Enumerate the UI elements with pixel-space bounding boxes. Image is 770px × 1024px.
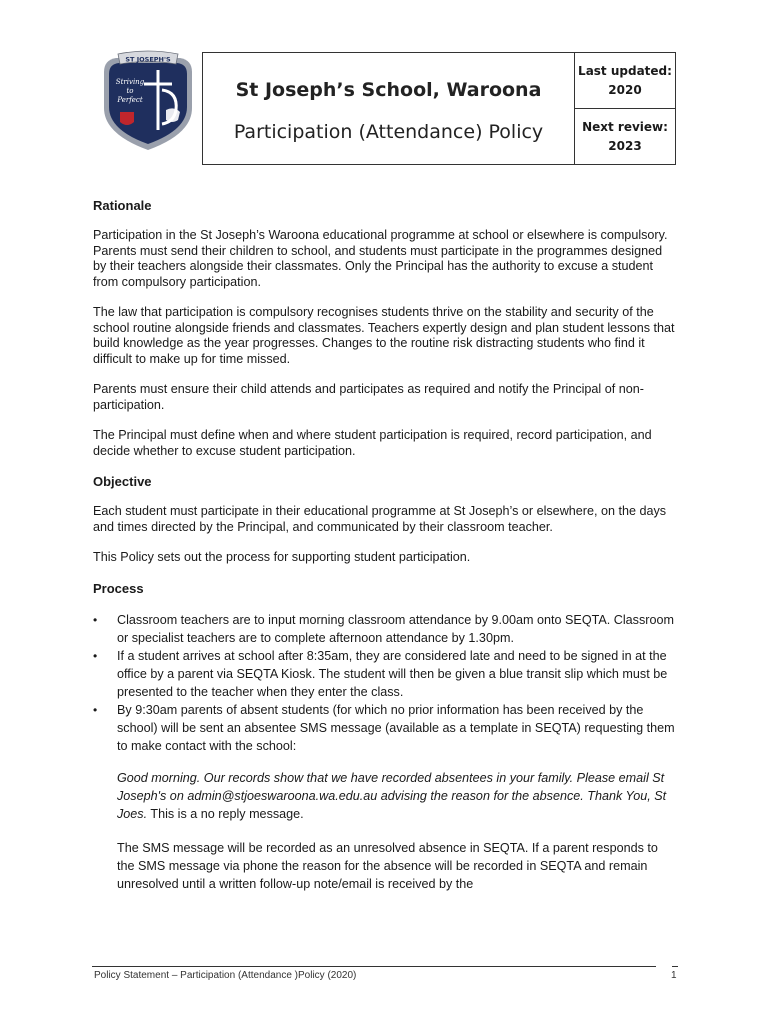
footer-text: Policy Statement – Participation (Attendance )Policy (2020) <box>94 970 357 981</box>
school-name: St Joseph’s School, Waroona <box>235 78 542 101</box>
sms-template-text: Good morning. Our records show that we have recorded absentees in your family. Please email St Joseph's on admin@stjoeswaroona.wa.edu.au advising the reason for the absence. Thank You, St Joes. <box>117 770 667 821</box>
crest-banner-text: ST JOSEPH'S <box>125 55 171 64</box>
rationale-heading: Rationale <box>93 198 152 213</box>
objective-heading: Objective <box>93 474 152 489</box>
crest-motto-line-1: Striving <box>115 78 145 86</box>
school-crest-icon <box>98 50 198 152</box>
last-updated-value: 2020 <box>608 82 642 97</box>
rationale-paragraph: The law that participation is compulsory recognises students thrive on the stability and security of the school routine alongside friends and classmates. Teachers expertly design and plan student lessons that build knowledge as the year progresses. Changes to the routine risk distracting students who find it difficult to make up for time missed. <box>93 305 675 366</box>
rationale-paragraph: Participation in the St Joseph’s Waroona educational programme at school or elsewhere is compulsory. Parents must send their children to school, and students must participate in the programmes designed by their teachers alongside their classmates. Only the Principal has the authority to excuse a student from compulsory participation. <box>93 228 668 289</box>
sms-template <box>117 769 678 823</box>
process-item-text: If a student arrives at school after 8:35am, they are considered late and need to be signed in at the office by a parent via SEQTA Kiosk. The student will then be given a blue transit slip which must be presented to the teacher when they enter the class. <box>117 648 668 699</box>
next-review-cell <box>575 108 675 164</box>
objective-paragraph: This Policy sets out the process for supporting student participation. <box>93 550 471 564</box>
bullet-icon: • <box>93 612 98 627</box>
document-header <box>202 52 676 165</box>
crest-motto-line-3: Perfect <box>117 96 143 104</box>
footer-divider-short <box>672 966 678 967</box>
bullet-icon: • <box>93 648 98 663</box>
header-meta-cells <box>575 53 675 164</box>
header-title-cell <box>203 53 575 164</box>
rationale-paragraph: Parents must ensure their child attends and participates as required and notify the Principal of non-participation. <box>93 382 644 412</box>
sms-no-reply-note: This is a no reply message. <box>147 806 304 821</box>
list-item <box>93 611 678 647</box>
sms-record-note: The SMS message will be recorded as an unresolved absence in SEQTA. If a parent responds to the SMS message via phone the reason for the absence will be recorded in SEQTA and remain unresolved until a written follow-up note/email is received by the <box>117 840 658 891</box>
page-number: 1 <box>671 970 677 981</box>
list-item <box>93 701 678 893</box>
rationale-paragraph: The Principal must define when and where student participation is required, record participation, and decide whether to excuse student participation. <box>93 428 652 458</box>
footer-divider <box>92 966 656 967</box>
next-review-label: Next review: <box>582 119 668 134</box>
next-review-value: 2023 <box>608 138 642 153</box>
process-heading: Process <box>93 580 144 596</box>
list-item <box>93 647 678 701</box>
process-list <box>93 611 678 893</box>
policy-title: Participation (Attendance) Policy <box>233 120 544 143</box>
bullet-icon: • <box>93 702 98 717</box>
last-updated-label: Last updated: <box>578 63 672 78</box>
process-item-text: Classroom teachers are to input morning classroom attendance by 9.00am onto SEQTA. Classroom or specialist teachers are to complete afternoon attendance by 1.30pm. <box>117 612 674 645</box>
objective-paragraph: Each student must participate in their educational programme at St Joseph’s or elsewhere, on the days and times directed by the Principal, and communicated by their classroom teacher. <box>93 504 667 534</box>
process-item-text: By 9:30am parents of absent students (for which no prior information has been received by the school) will be sent an absentee SMS message (available as a template in SEQTA) requesting them to make contact with the school: <box>117 702 675 753</box>
last-updated-cell <box>575 53 675 108</box>
crest-motto-line-2: to <box>126 87 134 95</box>
document-body <box>93 198 678 893</box>
